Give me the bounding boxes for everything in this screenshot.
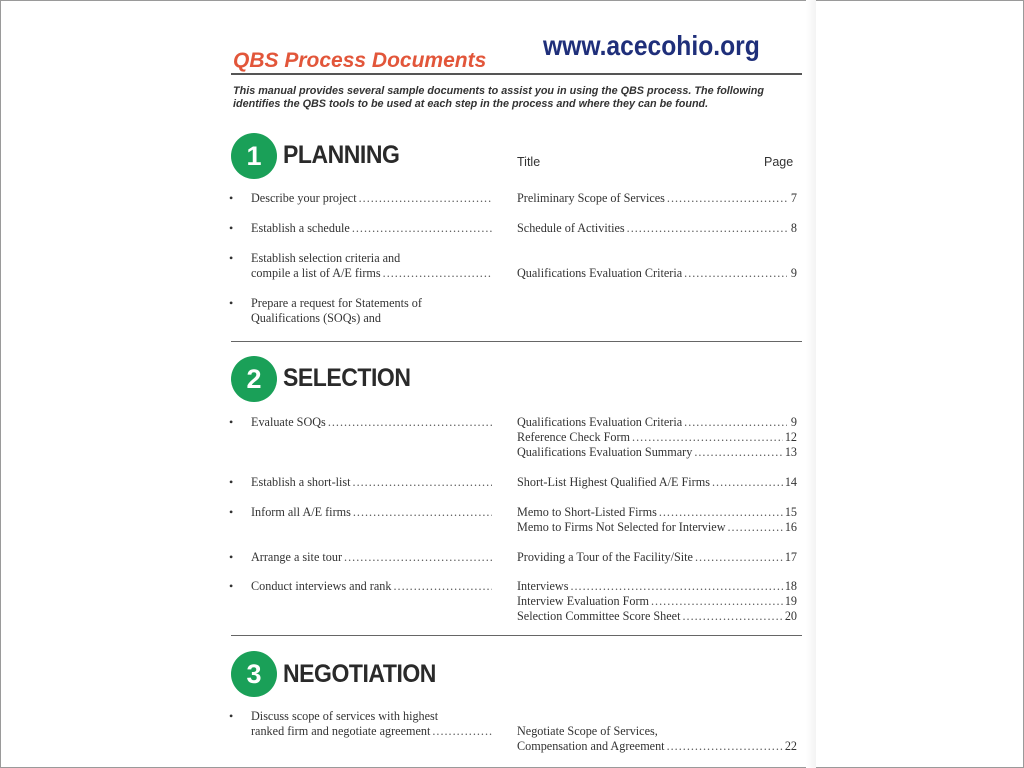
dot-leader [712, 475, 783, 490]
step-label: Prepare a request for Statements of [251, 296, 422, 310]
page-number: 18 [784, 579, 797, 593]
step-label: Qualifications (SOQs) and [251, 311, 381, 325]
bullet: • [229, 505, 234, 519]
intro-paragraph: This manual provides several sample documents to assist you in using the QBS process. The following identifies the QBS tools to be used at each step in the process and where they can be found. [233, 85, 764, 110]
section-3-heading: NEGOTIATION [283, 660, 436, 688]
document-title: Compensation and Agreement [517, 739, 665, 753]
dot-leader [651, 594, 783, 609]
step-label: Establish a short-list [251, 475, 351, 489]
document-title: Qualifications Evaluation Summary [517, 445, 693, 459]
title-column-header: Title [517, 155, 541, 169]
document-title: Reference Check Form [517, 430, 631, 444]
bullet: • [229, 709, 234, 723]
step-label: Describe your project [251, 191, 357, 205]
dot-leader [352, 221, 492, 236]
dot-leader [393, 579, 492, 594]
dot-leader [432, 724, 492, 739]
document-page [215, 0, 809, 768]
header-rule [231, 73, 802, 75]
bullet: • [229, 579, 234, 593]
dot-leader [632, 430, 783, 445]
section-2-heading: SELECTION [283, 364, 411, 392]
step-label: Establish selection criteria and [251, 251, 401, 265]
page-number: 8 [790, 221, 797, 235]
document-title: Providing a Tour of the Facility/Site [517, 550, 693, 564]
document-title: Preliminary Scope of Services [517, 191, 665, 205]
document-title: Selection Committee Score Sheet [517, 609, 681, 623]
document-title: Interview Evaluation Form [517, 594, 649, 608]
bullet: • [229, 475, 234, 489]
section-3-badge: 3 [231, 651, 277, 697]
page-number: 20 [784, 609, 797, 623]
step-label: compile a list of A/E firms [251, 266, 381, 280]
dot-leader [359, 191, 492, 206]
step-label: Evaluate SOQs [251, 415, 326, 429]
dot-leader [695, 550, 783, 565]
bullet: • [229, 221, 234, 235]
page-number: 14 [784, 475, 797, 489]
section-1-badge: 1 [231, 133, 277, 179]
document-title: Interviews [517, 579, 569, 593]
website-url: www.acecohio.org [543, 30, 760, 61]
document-title: Memo to Firms Not Selected for Interview [517, 520, 726, 534]
dot-leader [667, 191, 787, 206]
dot-leader [328, 415, 492, 430]
document-title: Qualifications Evaluation Criteria [517, 266, 683, 280]
step-label: Inform all A/E firms [251, 505, 351, 519]
bullet: • [229, 251, 234, 265]
bullet: • [229, 415, 234, 429]
page-number: 16 [784, 520, 797, 534]
dot-leader [684, 415, 787, 430]
section-1-heading: PLANNING [283, 141, 400, 169]
step-label: Conduct interviews and rank [251, 579, 392, 593]
document-title: Memo to Short-Listed Firms [517, 505, 657, 519]
document-title: Short-List Highest Qualified A/E Firms [517, 475, 710, 489]
page-number: 22 [784, 739, 797, 753]
document-title: Negotiate Scope of Services, [517, 724, 658, 738]
page-number: 13 [784, 445, 797, 459]
bullet: • [229, 550, 234, 564]
document-title: QBS Process Documents [233, 49, 487, 72]
page-number: 17 [784, 550, 797, 564]
section-2-badge: 2 [231, 356, 277, 402]
page-number: 15 [784, 505, 797, 519]
page-number: 19 [784, 594, 797, 608]
step-label: Establish a schedule [251, 221, 350, 235]
step-label: Arrange a site tour [251, 550, 343, 564]
dot-leader [344, 550, 492, 565]
page-number: 7 [790, 191, 797, 205]
bullet: • [229, 191, 234, 205]
dot-leader [694, 445, 782, 460]
page-column-header: Page [764, 155, 794, 169]
dot-leader [682, 609, 782, 624]
dot-leader [570, 579, 782, 594]
dot-leader [667, 739, 783, 754]
step-label: ranked firm and negotiate agreement [251, 724, 431, 738]
page-number: 12 [784, 430, 797, 444]
page-number: 9 [790, 266, 797, 280]
page-number: 9 [790, 415, 797, 429]
section-divider [231, 635, 802, 636]
bullet: • [229, 296, 234, 310]
section-divider [231, 341, 802, 342]
dot-leader [353, 475, 492, 490]
dot-leader [684, 266, 787, 281]
dot-leader [383, 266, 492, 281]
dot-leader [659, 505, 783, 520]
document-title: Schedule of Activities [517, 221, 625, 235]
dot-leader [728, 520, 783, 535]
dot-leader [353, 505, 492, 520]
document-title: Qualifications Evaluation Criteria [517, 415, 683, 429]
step-label: Discuss scope of services with highest [251, 709, 439, 723]
dot-leader [627, 221, 787, 236]
